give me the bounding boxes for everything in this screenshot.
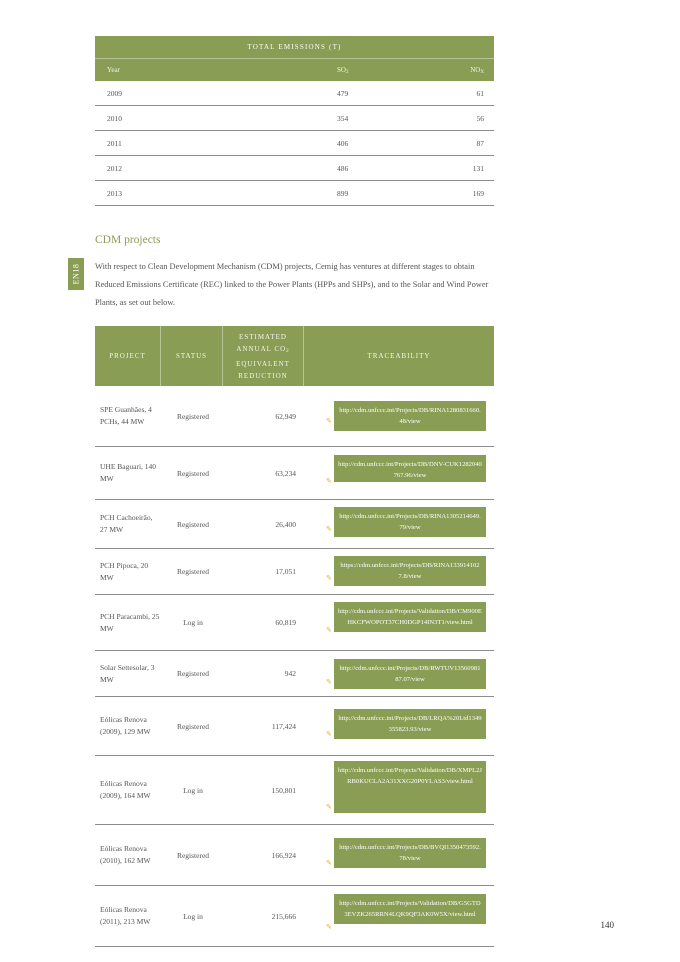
cell-so2: 486 xyxy=(337,163,349,173)
header-project: PROJECT xyxy=(95,326,161,386)
note-icon: ✎ xyxy=(326,525,332,533)
cell-status: Log in xyxy=(183,785,203,795)
cell-status: Registered xyxy=(176,567,210,576)
cdm-table-header xyxy=(95,326,494,386)
traceability-link[interactable]: http://cdm.unfccc.int/Projects/DB/RINA1305214649.79/view xyxy=(334,507,486,537)
cell-reduction: 26,400 xyxy=(275,519,296,529)
cell-nox: 61 xyxy=(476,88,484,98)
header-traceability: TRACEABILITY xyxy=(367,352,431,360)
cell-project: Solar Settesolar, 3 MW xyxy=(100,662,155,684)
table-row xyxy=(95,131,494,156)
cell-project: PCH Cachoeirão, 27 MW xyxy=(100,513,153,534)
cell-status: Log in xyxy=(183,911,203,921)
header-status: STATUS xyxy=(161,326,223,386)
traceability-link[interactable]: https://cdm.unfccc.int/Projects/DB/RINA1339141027.8/view xyxy=(334,556,486,586)
cell-project: UHE Baguari, 140 MW xyxy=(100,462,157,483)
emissions-table xyxy=(95,36,494,206)
traceability-link[interactable]: http://cdm.unfccc.int/Projects/DB/DNV-CUK1282040767.96/view xyxy=(334,455,486,482)
table-row xyxy=(95,886,494,947)
table-row xyxy=(95,756,494,825)
cell-year: 2009 xyxy=(107,88,122,98)
cdm-table xyxy=(95,326,494,947)
header-year: Year xyxy=(107,66,120,74)
note-icon: ✎ xyxy=(326,923,332,931)
cell-so2: 354 xyxy=(337,113,349,123)
cell-reduction: 150,801 xyxy=(271,785,296,795)
cell-reduction: 17,051 xyxy=(275,567,296,576)
table-row xyxy=(95,500,494,549)
cell-reduction: 63,234 xyxy=(275,468,296,478)
traceability-link[interactable]: http://cdm.unfccc.int/Projects/Validation/DB/G5GTD3EVZK265RRN4LQK9QF3AK0W5X/view.html xyxy=(334,894,486,924)
cell-reduction: 166,924 xyxy=(271,850,296,860)
cell-project: PCH Pipoca, 20 MW xyxy=(100,560,149,582)
table-row xyxy=(95,825,494,886)
cell-year: 2013 xyxy=(107,188,122,198)
cell-status: Registered xyxy=(176,721,210,731)
traceability-link[interactable]: http://cdm.unfccc.int/Projects/DB/RWTUV1356098187.07/view xyxy=(334,659,486,689)
cell-reduction: 62,949 xyxy=(275,411,296,421)
note-icon: ✎ xyxy=(326,417,332,425)
cell-nox: 87 xyxy=(476,138,484,148)
cell-year: 2010 xyxy=(107,113,122,123)
note-icon: ✎ xyxy=(326,626,332,634)
note-icon: ✎ xyxy=(326,730,332,738)
cell-reduction: 117,424 xyxy=(271,721,296,731)
cell-so2: 479 xyxy=(337,88,349,98)
cell-status: Registered xyxy=(176,468,210,478)
cell-project: SPE Guanhães, 4 PCHs, 44 MW xyxy=(100,405,152,426)
table-row xyxy=(95,549,494,595)
note-icon: ✎ xyxy=(326,477,332,485)
section-title: CDM projects xyxy=(95,234,161,246)
table-row xyxy=(95,386,494,447)
table-row xyxy=(95,106,494,131)
traceability-link[interactable]: http://cdm.unfccc.int/Projects/DB/BVQI1350473592.78/view xyxy=(334,838,486,868)
cell-status: Registered xyxy=(176,850,210,860)
table-row xyxy=(95,81,494,106)
cell-year: 2011 xyxy=(107,138,122,148)
table-row xyxy=(95,651,494,697)
cell-so2: 406 xyxy=(337,138,349,148)
emissions-table-title: TOTAL EMISSIONS (T) xyxy=(95,36,494,59)
cell-status: Registered xyxy=(176,519,210,529)
cell-year: 2012 xyxy=(107,163,122,173)
note-icon: ✎ xyxy=(326,574,332,582)
header-so2: $SO_2$ xyxy=(337,65,349,75)
emissions-table-header xyxy=(95,59,494,81)
table-row xyxy=(95,181,494,206)
table-row xyxy=(95,447,494,500)
table-row xyxy=(95,595,494,651)
traceability-link[interactable]: http://cdm.unfccc.int/Projects/DB/RINA1280831660.48/view xyxy=(334,401,486,431)
cell-reduction: 215,666 xyxy=(271,911,296,921)
cell-project: PCH Paracambi, 25 MW xyxy=(100,611,160,633)
cell-project: Eólicas Renova (2009), 129 MW xyxy=(100,715,151,736)
intro-paragraph: With respect to Clean Development Mechanism (CDM) projects, Cemig has ventures at different stages to obtain Reduced Emissions Certificate (REC) linked to the Power Plants (HPPs and SHPs), and to the Solar and Wind Power Plants, as set out below. xyxy=(95,262,489,307)
cell-project: Eólicas Renova (2010), 162 MW xyxy=(100,844,151,865)
note-icon: ✎ xyxy=(326,678,332,686)
cell-so2: 899 xyxy=(337,188,349,198)
cell-reduction: 942 xyxy=(284,669,296,678)
traceability-link[interactable]: http://cdm.unfccc.int/Projects/DB/LRQA%20Ltd1349355823.93/view xyxy=(334,709,486,739)
cell-nox: 56 xyxy=(476,113,484,123)
cell-status: Registered xyxy=(176,669,210,678)
cell-nox: 169 xyxy=(472,188,484,198)
traceability-link[interactable]: http://cdm.unfccc.int/Projects/Validation/DB/XMPL2JRB0KUCLA2A31XXG20P0YLAS3/view.html xyxy=(334,761,486,813)
cell-reduction: 60,819 xyxy=(275,618,296,627)
table-row xyxy=(95,697,494,756)
cell-project: Eólicas Renova (2011), 213 MW xyxy=(100,905,151,926)
table-row xyxy=(95,156,494,181)
page-number: 140 xyxy=(600,920,614,930)
traceability-link[interactable]: http://cdm.unfccc.int/Projects/Validation/DB/CM900EHKCFWOPOT37CH0DGP14IN3T1/view.html xyxy=(334,602,486,632)
en-indicator-tab: EN18 xyxy=(68,258,84,290)
cell-status: Log in xyxy=(183,618,203,627)
cell-status: Registered xyxy=(176,411,210,421)
note-icon: ✎ xyxy=(326,859,332,867)
header-reduction: ESTIMATED ANNUAL $CO_2$ EQUIVALENT REDUCTION xyxy=(223,326,304,386)
note-icon: ✎ xyxy=(326,803,332,811)
cell-project: Eólicas Renova (2009), 164 MW xyxy=(100,779,151,800)
cell-nox: 131 xyxy=(472,163,484,173)
header-nox: $NO_X$ xyxy=(470,65,484,75)
